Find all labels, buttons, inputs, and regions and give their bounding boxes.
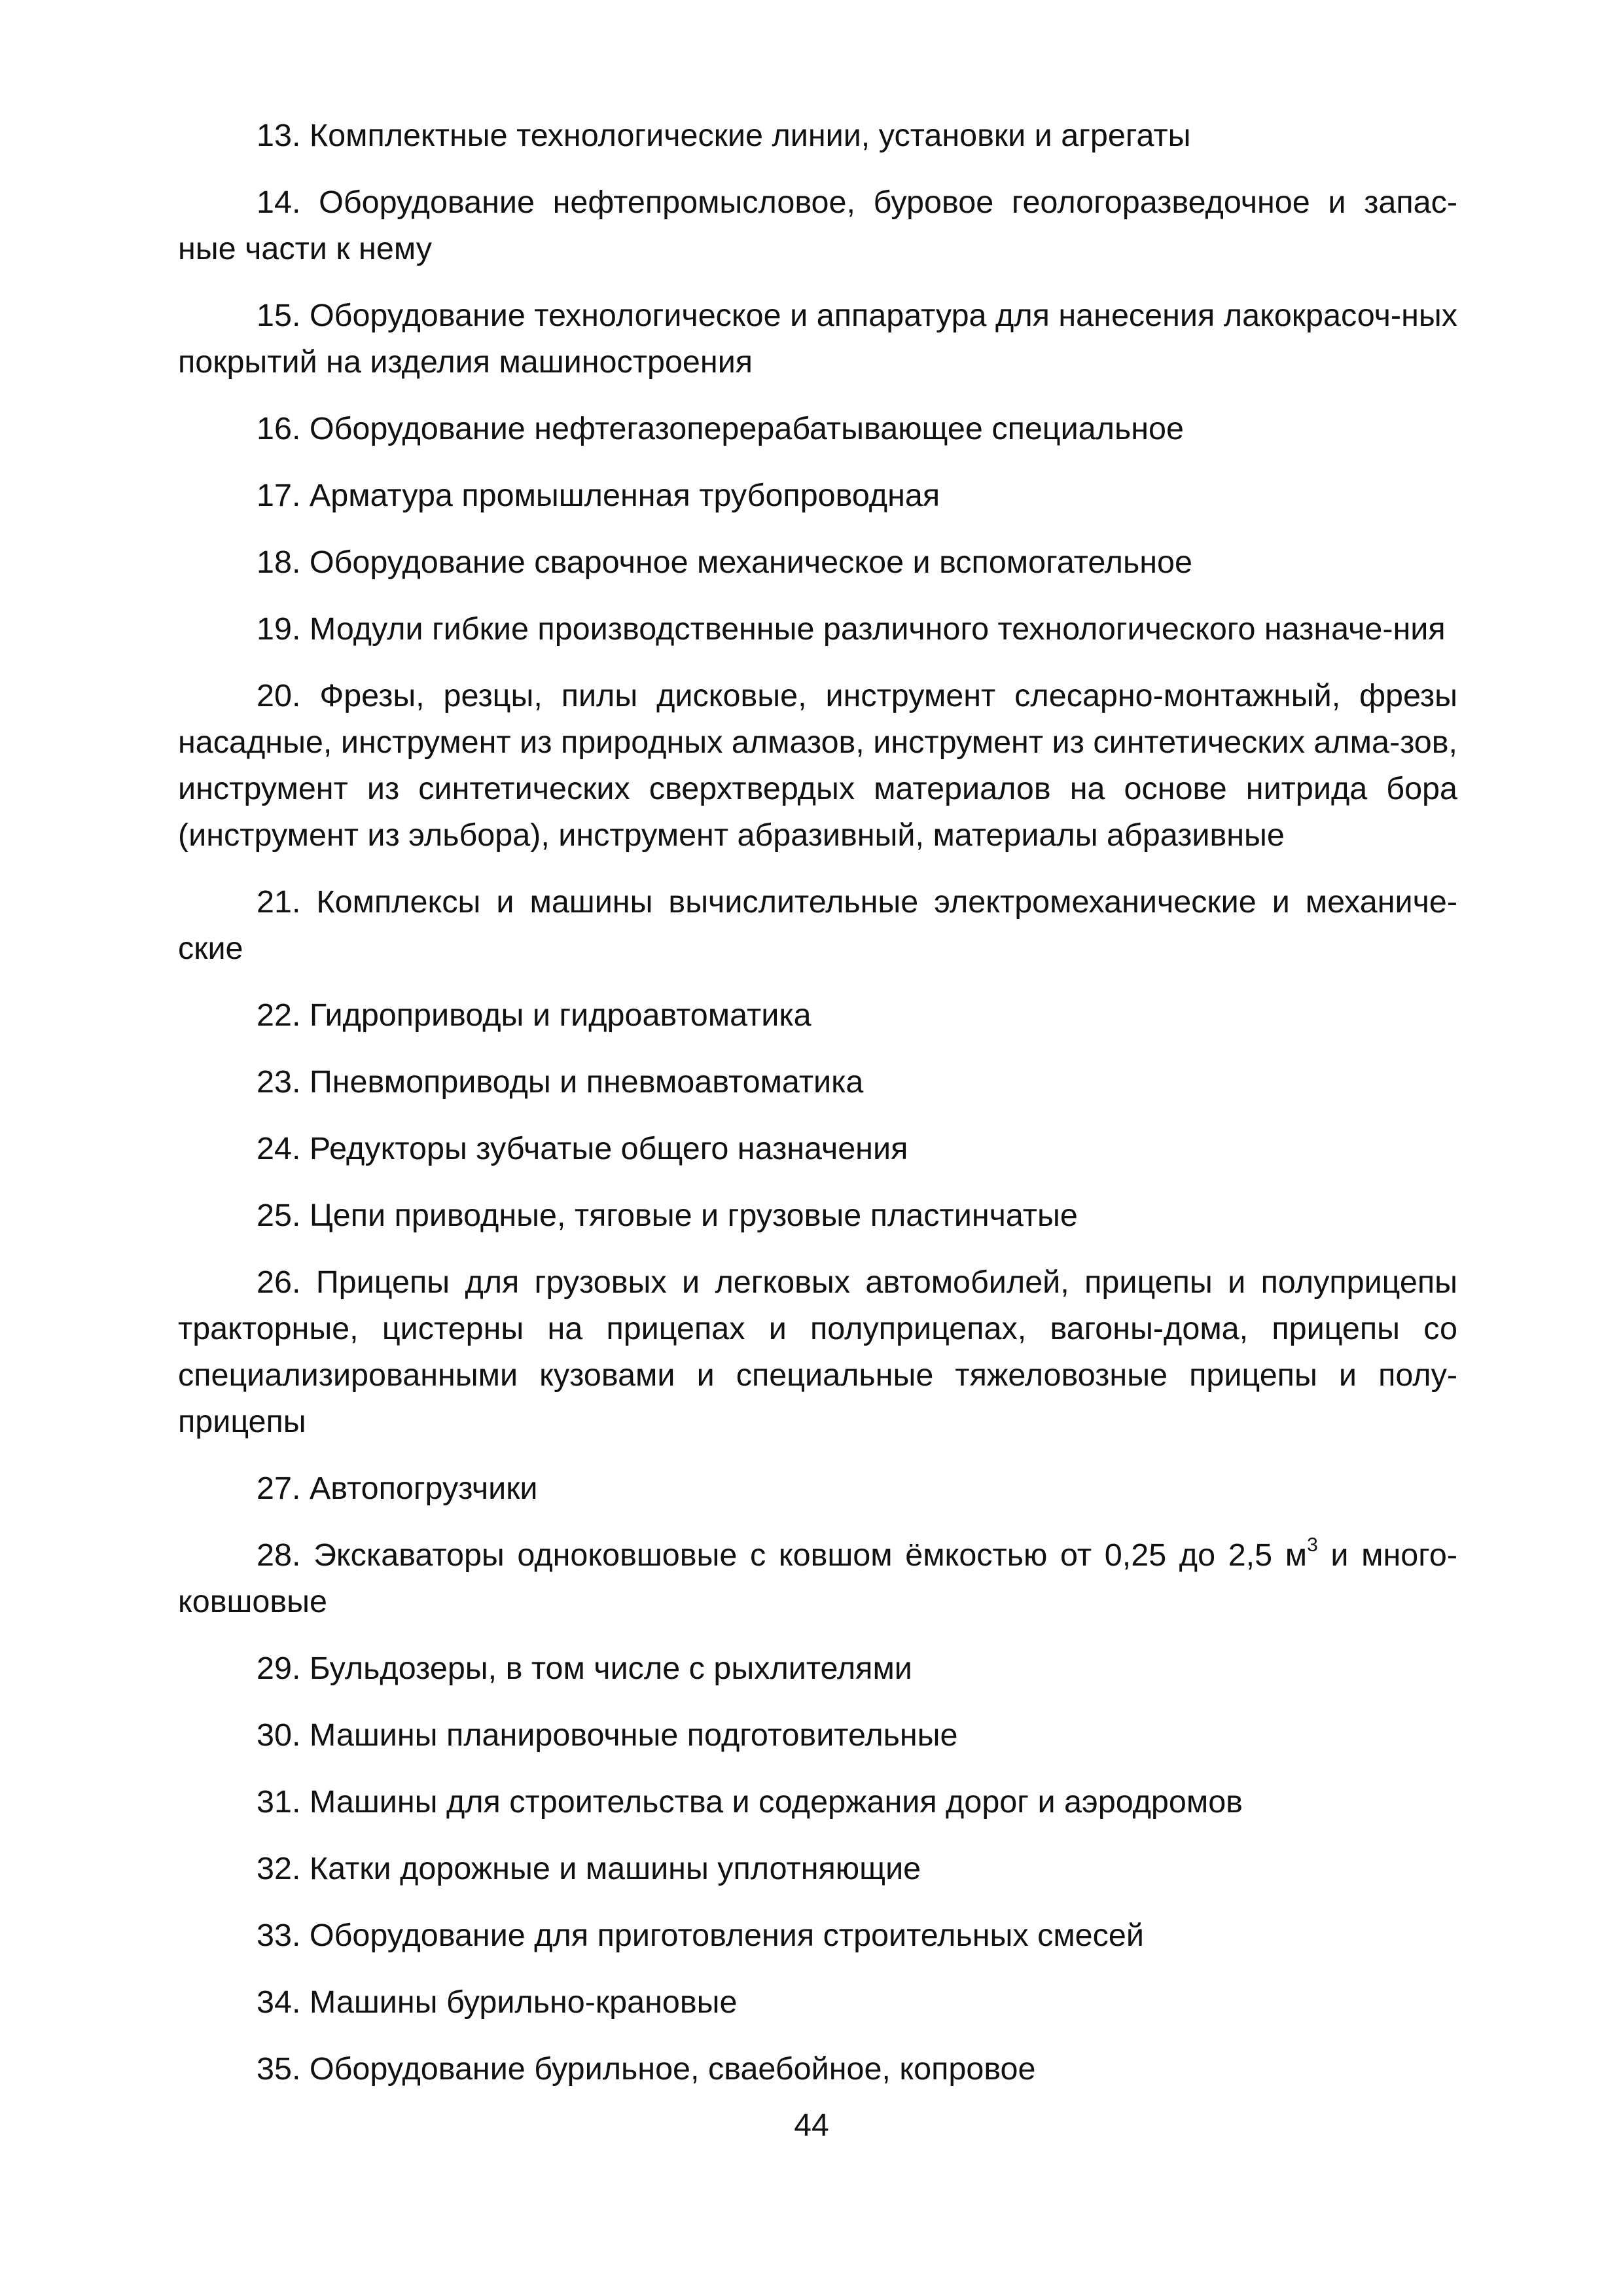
item-text: Пневмоприводы и пневмоавтоматика: [309, 1064, 864, 1100]
item-text: Редукторы зубчатые общего назначения: [309, 1131, 908, 1166]
document-page: [178, 113, 1457, 2113]
item-text: Автопогрузчики: [309, 1471, 538, 1506]
item-number: 13.: [257, 118, 301, 153]
item-text: Бульдозеры, в том числе с рыхлителями: [309, 1651, 912, 1686]
item-number: 20.: [257, 678, 301, 713]
item-number: 30.: [257, 1717, 301, 1753]
item-number: 22.: [257, 997, 301, 1033]
item-text: Комплектные технологические линии, установки и агрегаты: [309, 118, 1191, 153]
item-text: Машины планировочные подготовительные: [309, 1717, 958, 1753]
page-number: 44: [794, 2108, 829, 2143]
item-number: 18.: [257, 545, 301, 580]
list-item-21: [178, 879, 1457, 972]
item-text: Фрезы, резцы, пилы дисковые, инструмент слесарно-монтажный, фрезы насадные, инструмент из природных алмазов, инструмент из синтетических алма-зов, инструмент из синтетических сверхтвердых материалов на основе нитрида бора (инструмент из эльбора), инструмент абразивный, материалы абразивные: [178, 678, 1457, 853]
list-item-13: [178, 113, 1457, 159]
item-text: Комплексы и машины вычислительные электромеханические и механиче-ские: [178, 884, 1457, 966]
item-number: 14.: [257, 185, 301, 220]
item-text-before: Экскаваторы одноковшовые с ковшом ёмкостью от 0,25 до 2,5 м: [313, 1537, 1308, 1573]
list-item-31: [178, 1779, 1457, 1825]
item-number: 26.: [257, 1265, 301, 1300]
list-item-17: [178, 473, 1457, 519]
list-item-19: [178, 606, 1457, 653]
list-item-16: [178, 406, 1457, 452]
item-text-after: и много-ковшовые: [178, 1537, 1457, 1619]
list-item-20: [178, 673, 1457, 859]
superscript-cubic: 3: [1307, 1534, 1318, 1556]
item-number: 24.: [257, 1131, 301, 1166]
list-item-18: [178, 539, 1457, 586]
item-number: 28.: [257, 1537, 301, 1573]
item-text: Машины бурильно-крановые: [309, 1984, 738, 2020]
item-number: 15.: [257, 298, 301, 333]
item-text: Катки дорожные и машины уплотняющие: [309, 1851, 921, 1886]
list-item-28: [178, 1532, 1457, 1625]
item-text: Гидроприводы и гидроавтоматика: [309, 997, 812, 1033]
list-item-22: [178, 992, 1457, 1039]
item-number: 31.: [257, 1784, 301, 1820]
list-item-14: [178, 179, 1457, 272]
item-number: 16.: [257, 411, 301, 446]
item-number: 25.: [257, 1198, 301, 1233]
item-text: Модули гибкие производственные различного технологического назначе-ния: [309, 611, 1446, 647]
list-item-35: [178, 2046, 1457, 2092]
item-number: 33.: [257, 1918, 301, 1953]
list-item-34: [178, 1979, 1457, 2026]
item-number: 21.: [257, 884, 301, 920]
item-text: Оборудование нефтегазоперерабатывающее специальное: [309, 411, 1184, 446]
item-number: 19.: [257, 611, 301, 647]
list-item-30: [178, 1712, 1457, 1759]
list-item-26: [178, 1259, 1457, 1445]
item-text: Оборудование технологическое и аппаратура для нанесения лакокрасоч-ных покрытий на изделия машиностроения: [178, 298, 1457, 380]
item-text: Арматура промышленная трубопроводная: [309, 478, 940, 513]
list-item-32: [178, 1846, 1457, 1892]
item-number: 29.: [257, 1651, 301, 1686]
item-text: Прицепы для грузовых и легковых автомобилей, прицепы и полуприцепы тракторные, цистерны на прицепах и полуприцепах, вагоны-дома, прицепы со специализированными кузовами и специальные тяжеловозные прицепы и полу-прицепы: [178, 1265, 1457, 1439]
list-item-27: [178, 1465, 1457, 1512]
item-number: 17.: [257, 478, 301, 513]
item-text: Оборудование сварочное механическое и вспомогательное: [309, 545, 1192, 580]
item-number: 27.: [257, 1471, 301, 1506]
item-text: Оборудование бурильное, сваебойное, копровое: [309, 2051, 1036, 2087]
item-text: Оборудование нефтепромысловое, буровое геологоразведочное и запас-ные части к нему: [178, 185, 1457, 266]
list-item-25: [178, 1193, 1457, 1239]
list-item-23: [178, 1059, 1457, 1105]
item-number: 32.: [257, 1851, 301, 1886]
list-item-15: [178, 293, 1457, 386]
list-item-24: [178, 1126, 1457, 1172]
item-number: 34.: [257, 1984, 301, 2020]
item-text: Машины для строительства и содержания дорог и аэродромов: [309, 1784, 1243, 1820]
item-text: Цепи приводные, тяговые и грузовые пластинчатые: [309, 1198, 1078, 1233]
list-item-29: [178, 1645, 1457, 1692]
item-number: 35.: [257, 2051, 301, 2087]
list-item-33: [178, 1912, 1457, 1959]
item-text: Оборудование для приготовления строительных смесей: [309, 1918, 1144, 1953]
item-number: 23.: [257, 1064, 301, 1100]
